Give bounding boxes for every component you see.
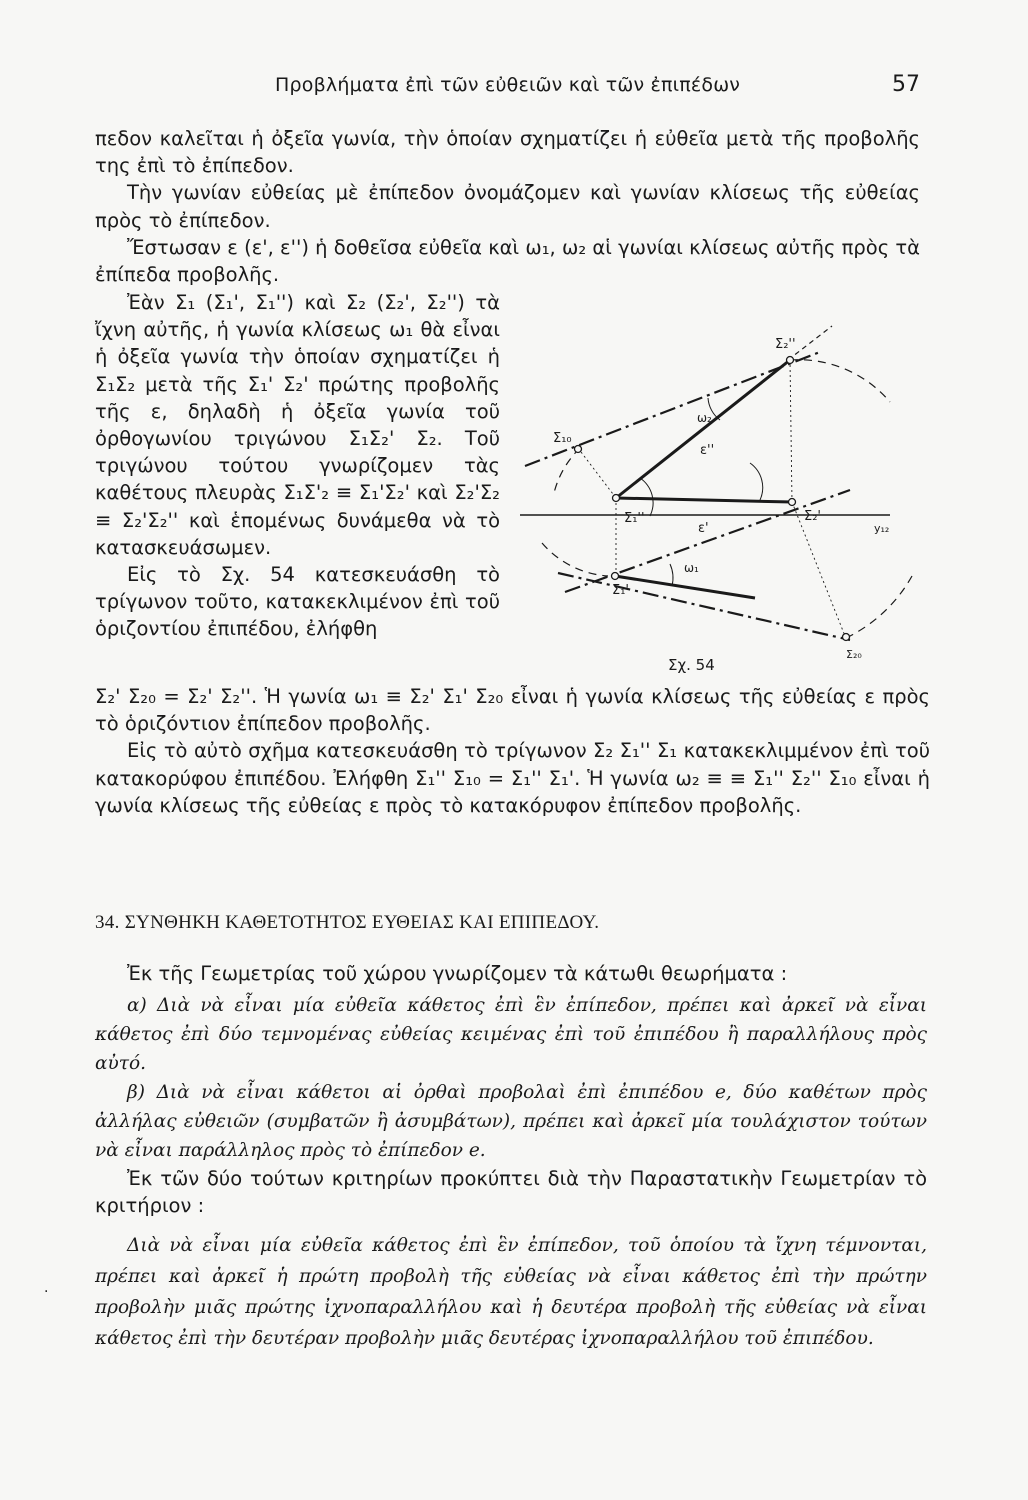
arc-upper-right [790, 360, 890, 402]
criterion-intro: Ἐκ τῶν δύο τούτων κριτηρίων προκύπτει διὰ τὴν Παραστατικὴν Γεωμετρίαν τὸ κριτήριον : [95, 1167, 927, 1218]
point-s20 [843, 634, 850, 641]
angle-arc-omega1 [670, 564, 673, 586]
label-s1dd: Σ₁'' [624, 511, 645, 526]
mid-text-block [95, 683, 930, 819]
arc-upper-left [554, 448, 580, 493]
theorem-b-text: Διὰ νὰ εἶναι κάθετοι αἱ ὀρθαὶ προβολαὶ ἐπὶ ἐπιπέδου e, δύο καθέτων πρὸς ἀλλήλας εὐθειῶν (συμβατῶν ἢ ἀσυμβάτων), πρέπει καὶ ἀρκεῖ μία τουλάχιστον τούτων νὰ εἶναι παράλληλος πρὸς τὸ ἐπίπεδον e. [95, 1082, 927, 1162]
theorem-a [95, 991, 927, 1078]
paragraph-omega2: Εἰς τὸ αὐτὸ σχῆμα κατεσκευάσθη τὸ τρίγωνον Σ₂ Σ₁'' Σ₁ κατακεκλιμμένον ἐπὶ τοῦ κατακορύφου ἐπιπέδου. Ἐλήφθη Σ₁'' Σ₁₀ = Σ₁'' Σ₁'. Ἡ γωνία ω₂ ≡ ≡ Σ₁'' Σ₂'' Σ₁₀ εἶναι ἡ γωνία κλίσεως τῆς εὐθείας ε πρὸς τὸ κατακόρυφον ἐπίπεδον προβολῆς. [95, 739, 930, 817]
segment-s1d-s20 [615, 576, 755, 598]
paragraph-angle-definition: Τὴν γωνίαν εὐθείας μὲ ἐπίπεδον ὀνομάζομεν καὶ γωνίαν κλίσεως τῆς εὐθείας πρὸς τὸ ἐπίπεδον. [95, 181, 920, 232]
theorem-a-label: α) [127, 995, 147, 1017]
running-header [0, 66, 1028, 106]
label-omega1: ω₁ [684, 561, 699, 575]
margin-mark: · [44, 1284, 49, 1300]
point-s1d [612, 573, 619, 580]
arc-lower-left [542, 543, 608, 576]
segment-s1dd-s2d [616, 498, 792, 502]
line-eps-second-projection [525, 352, 820, 466]
label-eps-d: ε' [698, 521, 709, 536]
label-s10: Σ₁₀ [553, 431, 572, 446]
label-s2d: Σ₂' [804, 509, 821, 524]
point-s10 [575, 446, 582, 453]
section-intro: Ἐκ τῆς Γεωμετρίας τοῦ χώρου γνωρίζομεν τὰ κάτωθι θεωρήματα : [127, 962, 788, 985]
paragraph-continuation: πεδον καλεῖται ἡ ὀξεῖα γωνία, τὴν ὁποίαν σχηματίζει ἡ εὐθεῖα μετὰ τῆς προβολῆς της ἐπὶ τὸ ἐπίπεδον. [95, 127, 920, 178]
line-s1-s20 [558, 573, 850, 640]
figure-54 [520, 318, 920, 688]
guide-s10-s1dd [578, 448, 616, 498]
paragraph-construction: Εἰς τὸ Σχ. 54 κατεσκευάσθη τὸ τρίγωνον τοῦτο, κατακεκλιμένον ἐπὶ τοῦ ὁριζοντίου ἐπιπέδου, ἐλήφθη [95, 563, 500, 641]
section-body [95, 960, 927, 1354]
label-s2dd: Σ₂'' [775, 337, 796, 352]
arc-lower-right [846, 576, 912, 638]
angle-arc-s2d [750, 463, 763, 500]
label-s1d: Σ₁' [612, 583, 629, 598]
guide-s2dd-s2d [790, 360, 792, 502]
top-text-block [95, 125, 920, 288]
page-number: 57 [892, 72, 920, 97]
figure-caption: Σχ. 54 [668, 656, 715, 674]
theorem-b [95, 1078, 927, 1165]
segment-s1dd-s2dd [616, 360, 790, 498]
label-s20: Σ₂₀ [846, 648, 862, 661]
criterion: Διὰ νὰ εἶναι μία εὐθεῖα κάθετος ἐπὶ ἓν ἐπίπεδον, τοῦ ὁποίου τὰ ἴχνη τέμνονται, πρέπει καὶ ἀρκεῖ ἡ πρώτη προβολὴ τῆς εὐθείας νὰ εἶναι κάθετος ἐπὶ τὴν πρώτην προβολὴν μιᾶς πρώτης ἰχνοπαραλλήλου καὶ ἡ δευτέρα προβολὴ τῆς εὐθείας νὰ εἶναι κάθετος ἐπὶ τὴν δευτέραν προβολὴν μιᾶς δευτέρας ἰχνοπαραλλήλου τοῦ ἐπιπέδου. [95, 1234, 927, 1349]
theorem-a-text: Διὰ νὰ εἶναι μία εὐθεῖα κάθετος ἐπὶ ἓν ἐπίπεδον, πρέπει καὶ ἀρκεῖ νὰ εἶναι κάθετος ἐπὶ δύο τεμνομένας εὐθείας κειμένας ἐπὶ τοῦ ἐπιπέδου ἢ παραλλήλους πρὸς αὐτό. [95, 995, 928, 1075]
point-s1dd [613, 495, 620, 502]
running-title: Προβλήματα ἐπὶ τῶν εὐθειῶν καὶ τῶν ἐπιπέδων [275, 74, 741, 96]
label-eps-dd: ε'' [700, 443, 715, 458]
point-s2dd [787, 357, 794, 364]
section-heading: 34. ΣΥΝΘΗΚΗ ΚΑΘΕΤΟΤΗΤΟΣ ΕΥΘΕΙΑΣ ΚΑΙ ΕΠΙΠΕΔΟΥ. [95, 912, 600, 933]
point-s2d [789, 499, 796, 506]
theorem-b-label: β) [127, 1082, 145, 1104]
left-column-text [95, 289, 500, 643]
label-omega2: ω₂ [697, 411, 712, 425]
label-y12: y₁₂ [874, 522, 890, 535]
paragraph-traces: Ἐὰν Σ₁ (Σ₁', Σ₁'') καὶ Σ₂ (Σ₂', Σ₂'') τὰ ἴχνη αὐτῆς, ἡ γωνία κλίσεως ω₁ θὰ εἶναι ἡ ὀξεῖα γωνία τὴν ὁποίαν σχηματίζει ἡ Σ₁Σ₂ μετὰ τῆς Σ₁' Σ₂' πρώτης προβολῆς τῆς ε, δηλαδὴ ἡ ὀξεῖα γωνία τοῦ ὀρθογωνίου τριγώνου Σ₁Σ₂' Σ₂. Τοῦ τριγώνου τούτου γνωρίζομεν τὰς καθέτους πλευρὰς Σ₁Σ'₂ ≡ Σ₁'Σ₂' καὶ Σ₂'Σ₂ ≡ Σ₂'Σ₂'' καὶ ἑπομένως δυνάμεθα νὰ τὸ κατασκευάσωμεν. [95, 291, 500, 559]
paragraph-given-line: Ἔστωσαν ε (ε', ε'') ἡ δοθεῖσα εὐθεῖα καὶ ω₁, ω₂ αἱ γωνίαι κλίσεως αὐτῆς πρὸς τὰ ἐπίπεδα προβολῆς. [95, 235, 920, 287]
paragraph-omega1: Σ₂' Σ₂₀ = Σ₂' Σ₂''. Ἡ γωνία ω₁ ≡ Σ₂' Σ₁' Σ₂₀ εἶναι ἡ γωνία κλίσεως τῆς εὐθείας ε πρὸς τὸ ὁριζόντιον ἐπίπεδον προβολῆς. [95, 685, 930, 736]
